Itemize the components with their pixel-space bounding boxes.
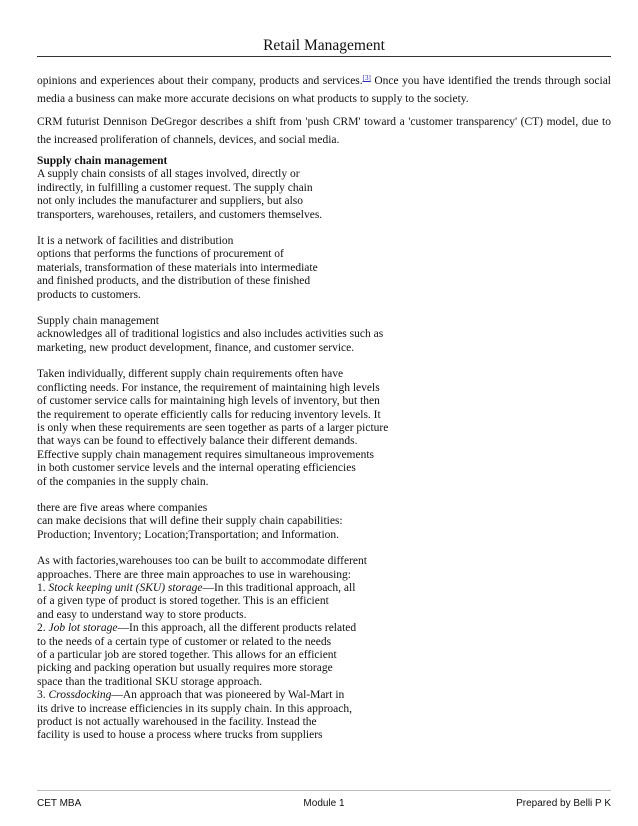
text-line: space than the traditional SKU storage approach. [37, 675, 263, 688]
text-line: conflicting needs. For instance, the requirement of maintaining high levels [37, 381, 380, 394]
intro-p1-text: opinions and experiences about their company, products and services. [37, 75, 363, 87]
text-line: facility is used to house a process where trucks from suppliers [37, 729, 323, 742]
page-footer [37, 797, 611, 811]
header-rule [37, 56, 611, 57]
text-line: that ways can be found to effectively balance their different demands. [37, 435, 358, 448]
text-line: A supply chain consists of all stages involved, directly or [37, 168, 300, 181]
text-line: It is a network of facilities and distribution [37, 235, 234, 248]
item-number: 2. [37, 622, 49, 635]
text-line: Production; Inventory; Location;Transportation; and Information. [37, 528, 340, 541]
text-line: approaches. There are three main approaches to use in warehousing: [37, 568, 351, 581]
item-text: —An approach that was pioneered by Wal-Mart in [111, 689, 345, 702]
footer-center: Module 1 [303, 798, 345, 809]
intro-paragraph-2: CRM futurist Dennison DeGregor describes a shift from 'push CRM' toward a 'customer transparency' (CT) model, due to the increased proliferation of channels, devices, and social media. [37, 116, 611, 146]
item-number: 3. [37, 689, 49, 702]
text-line: acknowledges all of traditional logistics and also includes activities such as [37, 328, 384, 341]
text-line: products to customers. [37, 288, 141, 301]
text-line: the requirement to operate efficiently calls for reducing inventory levels. It [37, 408, 381, 421]
item-text: —In this traditional approach, all [202, 581, 356, 594]
item-text: —In this approach, all the different products related [117, 622, 357, 635]
text-line: marketing, new product development, finance, and customer service. [37, 341, 355, 354]
item-term: Crossdocking [48, 689, 112, 702]
text-line: Effective supply chain management requires simultaneous improvements [37, 448, 375, 461]
intro-paragraph-1 [37, 73, 611, 108]
page-body [37, 73, 611, 756]
text-line: there are five areas where companies [37, 501, 208, 514]
text-line: transporters, warehouses, retailers, and customers themselves. [37, 208, 323, 221]
text-line: of a given type of product is stored together. This is an efficient [37, 595, 329, 608]
text-line: product is not actually warehoused in the facility. Instead the [37, 716, 317, 729]
text-line: and easy to understand way to store products. [37, 608, 247, 621]
text-line: of the companies in the supply chain. [37, 475, 209, 488]
item-number: 1. [37, 581, 49, 594]
approach-item-crossdocking [37, 689, 611, 702]
text-line: options that performs the functions of procurement of [37, 248, 284, 261]
approach-item-sku [37, 582, 611, 595]
item-term: Job lot storage [48, 622, 118, 635]
text-line: picking and packing operation but usually requires more storage [37, 662, 333, 675]
text-line: its drive to increase efficiencies in its supply chain. In this approach, [37, 702, 352, 715]
text-line: not only includes the manufacturer and suppliers, but also [37, 195, 304, 208]
footer-right: Prepared by Belli P K [516, 798, 611, 809]
scm-paragraph-4 [37, 368, 611, 489]
text-line: of a particular job are stored together. This allows for an efficient [37, 649, 337, 661]
text-line: Supply chain management [37, 315, 159, 328]
warehousing-section [37, 555, 611, 743]
text-line: and finished products, and the distribution of these finished [37, 275, 311, 288]
scm-paragraph-3 [37, 315, 611, 355]
page-header-title: Retail Management [263, 37, 385, 54]
footer-left: CET MBA [37, 798, 82, 809]
text-line: Taken individually, different supply chain requirements often have [37, 368, 344, 381]
section-heading: Supply chain management [37, 155, 168, 167]
approach-item-job-lot [37, 622, 611, 635]
text-line: As with factories,warehouses too can be built to accommodate different [37, 555, 367, 568]
footer-rule [37, 790, 611, 791]
text-line: indirectly, in fulfilling a customer request. The supply chain [37, 181, 313, 194]
citation-link[interactable]: [3] [362, 74, 371, 82]
scm-paragraph-2 [37, 235, 611, 302]
item-term: Stock keeping unit (SKU) storage [48, 581, 203, 594]
intro-p1-continued: Once you have identified the trends through social media a business can make more accurate decisions on what products to supply to the society. [37, 75, 611, 105]
scm-paragraph-1 [37, 155, 611, 222]
text-line: of customer service calls for maintaining high levels of inventory, but then [37, 395, 380, 408]
text-line: is only when these requirements are seen together as parts of a larger picture [37, 421, 389, 434]
text-line: in both customer service levels and the internal operating efficiencies [37, 462, 356, 475]
text-line: materials, transformation of these materials into intermediate [37, 261, 318, 274]
text-line: can make decisions that will define their supply chain capabilities: [37, 515, 343, 528]
text-line: to the needs of a certain type of customer or related to the needs [37, 635, 332, 648]
scm-paragraph-5 [37, 502, 611, 542]
